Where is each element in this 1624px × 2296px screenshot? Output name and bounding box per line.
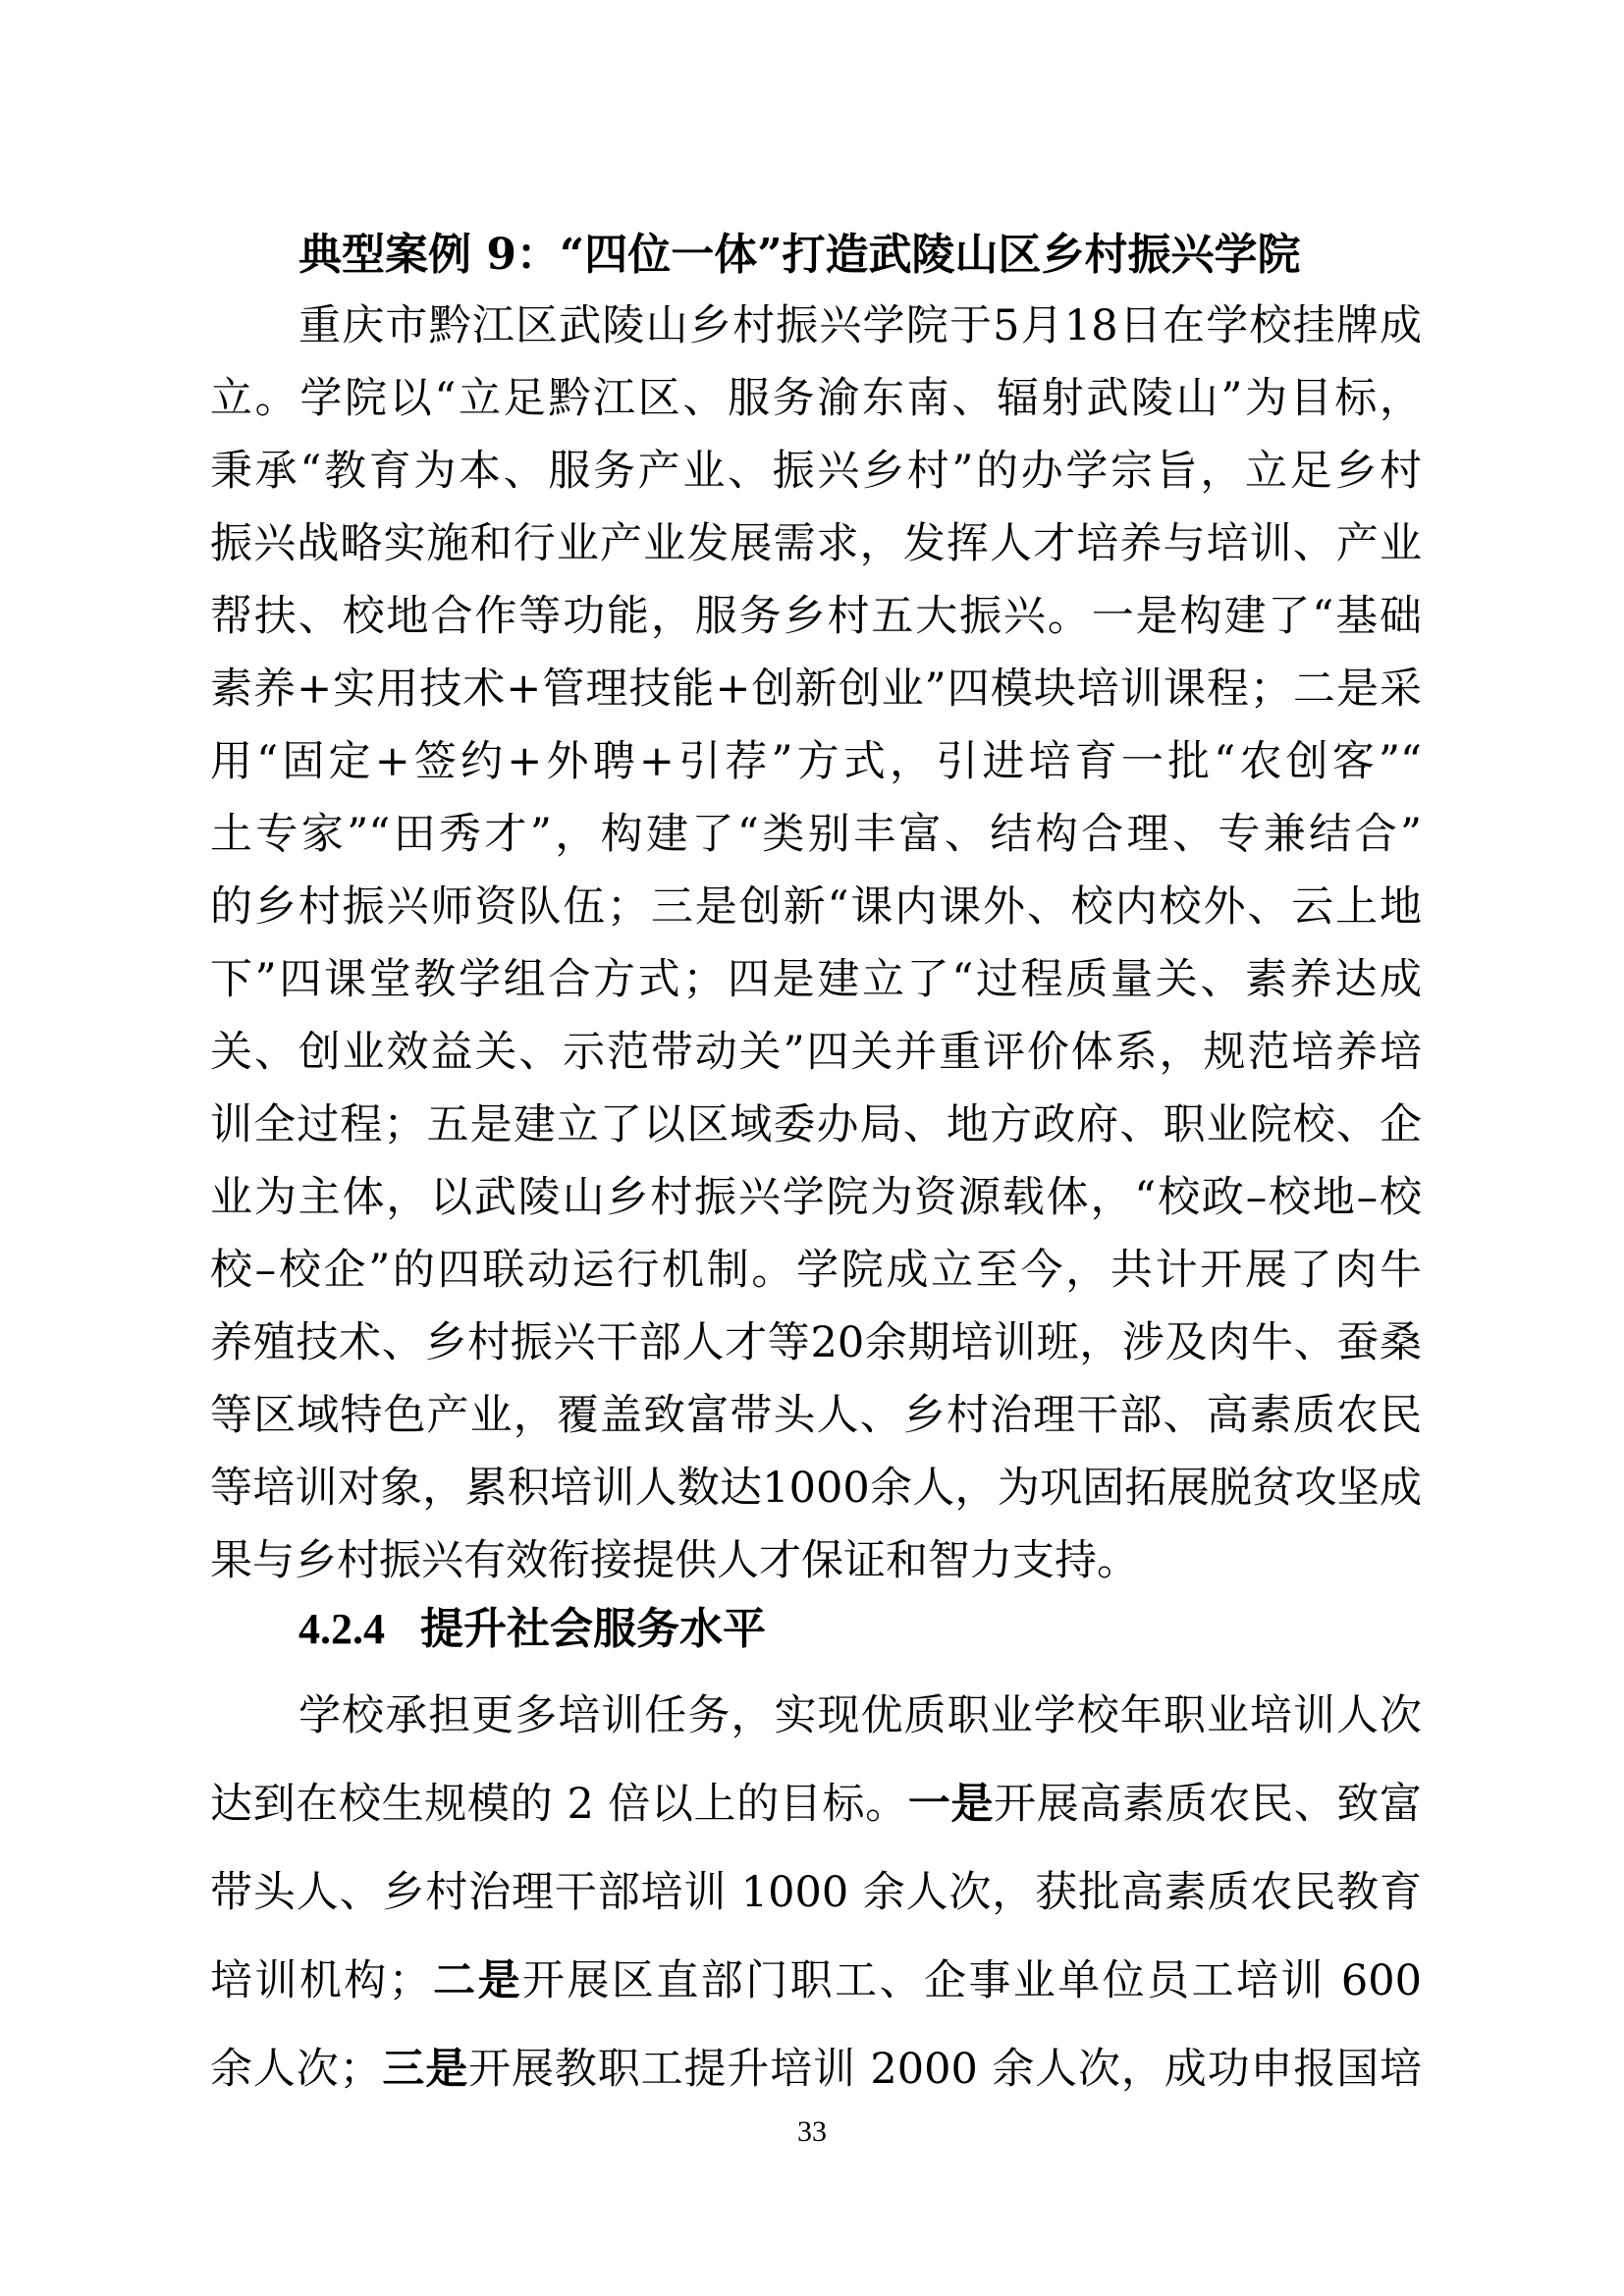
paragraph-line	[210, 1863, 1422, 1922]
emphasis-text: 一是	[907, 1780, 995, 1829]
case-title: 典型案例 9：“四位一体”打造武陵山区乡村振兴学院	[298, 230, 1301, 280]
paragraph-line: 秉承“教育为本、服务产业、振兴乡村”的办学宗旨，立足乡村	[210, 447, 1422, 496]
paragraph-line: 帮扶、校地合作等功能，服务乡村五大振兴。一是构建了“基础	[210, 592, 1422, 641]
emphasis-text: 二是	[430, 1956, 523, 2005]
page-number: 33	[797, 2115, 827, 2148]
paragraph-line	[210, 2040, 1422, 2099]
line-text: 学校承担更多培训任务，实现优质职业学校年职业培训人次	[298, 1691, 1422, 1740]
paragraph-line: 等区域特色产业，覆盖致富带头人、乡村治理干部、高素质农民	[210, 1391, 1422, 1440]
paragraph-line: 振兴战略实施和行业产业发展需求，发挥人才培养与培训、产业	[210, 519, 1422, 568]
paragraph-line: 土专家”“田秀才”，构建了“类别丰富、结构合理、专兼结合”	[210, 810, 1422, 859]
line-text: 开展区直部门职工、企事业单位员工培训 600	[522, 1956, 1422, 2005]
paragraph-line: 等培训对象，累积培训人数达1000余人，为巩固拓展脱贫攻坚成	[210, 1464, 1422, 1513]
paragraph-line: 素养+实用技术+管理技能+创新创业”四模块培训课程；二是采	[210, 665, 1422, 714]
paragraph-line	[210, 1951, 1422, 2010]
paragraph-line	[210, 1775, 1422, 1834]
line-text: 培训机构；	[210, 1956, 431, 2005]
paragraph-line: 校–校企”的四联动运行机制。学院成立至今，共计开展了肉牛	[210, 1246, 1422, 1295]
paragraph-line: 养殖技术、乡村振兴干部人才等20余期培训班，涉及肉牛、蚕桑	[210, 1318, 1422, 1367]
paragraph-line: 立。学院以“立足黔江区、服务渝东南、辐射武陵山”为目标，	[210, 374, 1422, 423]
paragraph-line: 训全过程；五是建立了以区域委办局、地方政府、职业院校、企	[210, 1100, 1422, 1149]
paragraph-line: 关、创业效益关、示范带动关”四关并重评价体系，规范培养培	[210, 1028, 1422, 1077]
line-text: 达到在校生规模的 2 倍以上的目标。	[210, 1780, 908, 1829]
line-text: 带头人、乡村治理干部培训 1000 余人次，获批高素质农民教育	[210, 1868, 1422, 1917]
paragraph-line: 下”四课堂教学组合方式；四是建立了“过程质量关、素养达成	[210, 955, 1422, 1004]
emphasis-text: 三是	[381, 2045, 469, 2094]
line-text: 开展高素质农民、致富	[994, 1780, 1422, 1829]
paragraph-line: 重庆市黔江区武陵山乡村振兴学院于5月18日在学校挂牌成	[298, 301, 1422, 350]
line-text: 余人次；	[210, 2045, 382, 2094]
paragraph-line: 用“固定+签约+外聘+引荐”方式，引进培育一批“农创客”“	[210, 737, 1422, 786]
paragraph-line	[298, 1686, 1422, 1745]
section-number: 4.2.4	[298, 1605, 385, 1653]
paragraph-line: 业为主体，以武陵山乡村振兴学院为资源载体，“校政–校地–校	[210, 1173, 1422, 1222]
section-title: 提升社会服务水平	[420, 1604, 766, 1654]
paragraph-line: 的乡村振兴师资队伍；三是创新“课内课外、校内校外、云上地	[210, 882, 1422, 932]
section-heading	[298, 1598, 766, 1661]
line-text: 开展教职工提升培训 2000 余人次，成功申报国培	[468, 2045, 1422, 2094]
paragraph-line: 果与乡村振兴有效衔接提供人才保证和智力支持。	[210, 1536, 1139, 1585]
